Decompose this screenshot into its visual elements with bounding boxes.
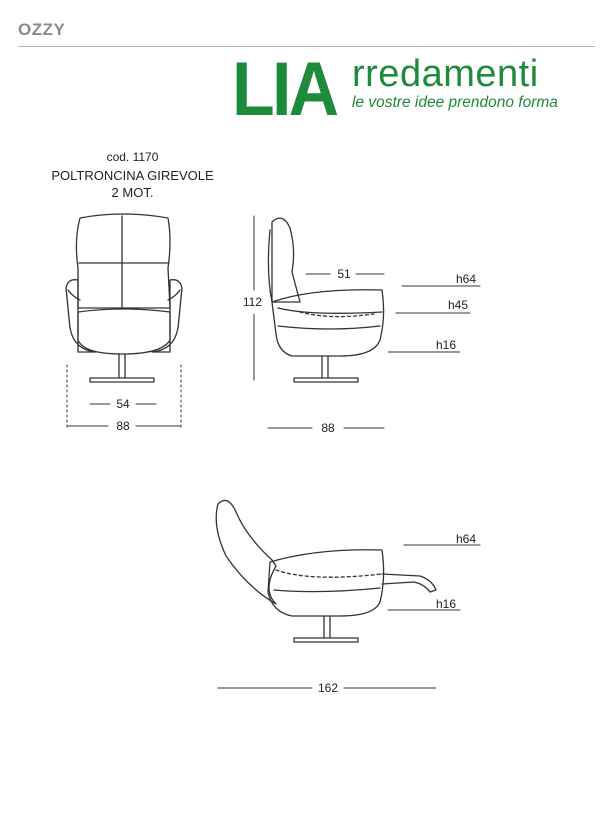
- front-total-width-label: 88: [116, 419, 130, 433]
- product-variant: 2 MOT.: [111, 185, 154, 200]
- side-view-drawing: [268, 218, 383, 382]
- logo-mark: LIA: [232, 47, 337, 132]
- logo-wordmark: rredamenti: [352, 53, 539, 95]
- side-base-height-label: h16: [436, 338, 457, 352]
- reclined-view-drawing: [216, 500, 436, 642]
- front-seat-width-label: 54: [116, 397, 130, 411]
- side-total-depth-label: 88: [321, 421, 335, 435]
- side-height-label: 112: [242, 295, 262, 309]
- logo-tagline: le vostre idee prendono forma: [352, 94, 558, 111]
- product-code: cod. 1170: [106, 150, 159, 164]
- recline-armrest-height-label: h64: [456, 532, 477, 546]
- side-seat-depth-label: 51: [337, 267, 351, 281]
- side-armrest-height-label: h64: [456, 272, 477, 286]
- side-seat-height-label: h45: [448, 298, 469, 312]
- recline-total-length-label: 162: [317, 681, 339, 695]
- recline-base-height-label: h16: [436, 597, 457, 611]
- page-title: OZZY: [18, 20, 66, 39]
- product-name: POLTRONCINA GIREVOLE: [51, 168, 214, 183]
- front-view-drawing: [66, 214, 182, 382]
